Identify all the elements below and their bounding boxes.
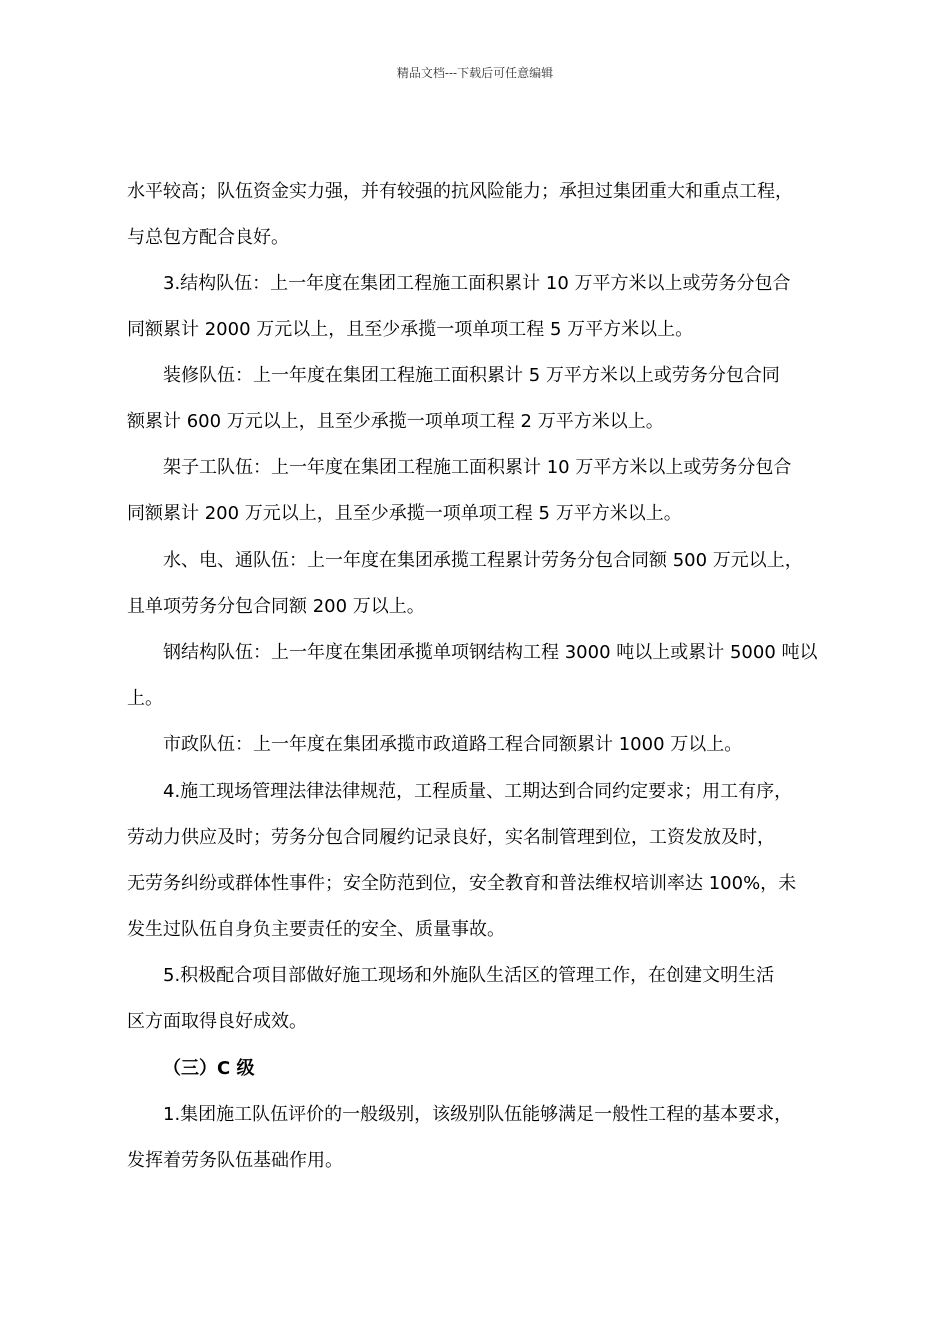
paragraph-line: 装修队伍：上一年度在集团工程施工面积累计 5 万平方米以上或劳务分包合同 [163, 365, 780, 386]
paragraph-line: 水、电、通队伍：上一年度在集团承揽工程累计劳务分包合同额 500 万元以上， [163, 550, 803, 571]
paragraph-line: 区方面取得良好成效。 [127, 1011, 307, 1032]
paragraph-line: 同额累计 2000 万元以上，且至少承揽一项单项工程 5 万平方米以上。 [127, 319, 694, 340]
paragraph-line: 发生过队伍自身负主要责任的安全、质量事故。 [127, 919, 505, 940]
paragraph-line: 钢结构队伍：上一年度在集团承揽单项钢结构工程 3000 吨以上或累计 5000 吨以 [163, 642, 818, 663]
paragraph-line: 发挥着劳务队伍基础作用。 [127, 1150, 343, 1171]
paragraph-line: 上。 [127, 688, 163, 709]
paragraph-line: 劳动力供应及时；劳务分包合同履约记录良好，实名制管理到位，工资发放及时， [127, 827, 775, 848]
paragraph-line: 架子工队伍：上一年度在集团工程施工面积累计 10 万平方米以上或劳务分包合 [163, 457, 792, 478]
paragraph-line: 且单项劳务分包合同额 200 万以上。 [127, 596, 425, 617]
paragraph-line: 额累计 600 万元以上，且至少承揽一项单项工程 2 万平方米以上。 [127, 411, 664, 432]
section-heading: （三）C 级 [163, 1058, 255, 1079]
paragraph-line: 市政队伍：上一年度在集团承揽市政道路工程合同额累计 1000 万以上。 [163, 734, 743, 755]
paragraph-line: 4.施工现场管理法律法律规范，工程质量、工期达到合同约定要求；用工有序， [163, 781, 793, 802]
page-header: 精品文档---下载后可任意编辑 [396, 66, 554, 80]
paragraph-line: 与总包方配合良好。 [127, 227, 289, 248]
paragraph-line: 1.集团施工队伍评价的一般级别，该级别队伍能够满足一般性工程的基本要求， [163, 1104, 793, 1125]
paragraph-line: 无劳务纠纷或群体性事件；安全防范到位，安全教育和普法维权培训率达 100%，未 [127, 873, 797, 894]
paragraph-line: 5.积极配合项目部做好施工现场和外施队生活区的管理工作，在创建文明生活 [163, 965, 775, 986]
paragraph-line: 同额累计 200 万元以上，且至少承揽一项单项工程 5 万平方米以上。 [127, 503, 682, 524]
paragraph-line: 3.结构队伍：上一年度在集团工程施工面积累计 10 万平方米以上或劳务分包合 [163, 273, 791, 294]
paragraph-line: 水平较高；队伍资金实力强，并有较强的抗风险能力；承担过集团重大和重点工程， [127, 181, 793, 202]
